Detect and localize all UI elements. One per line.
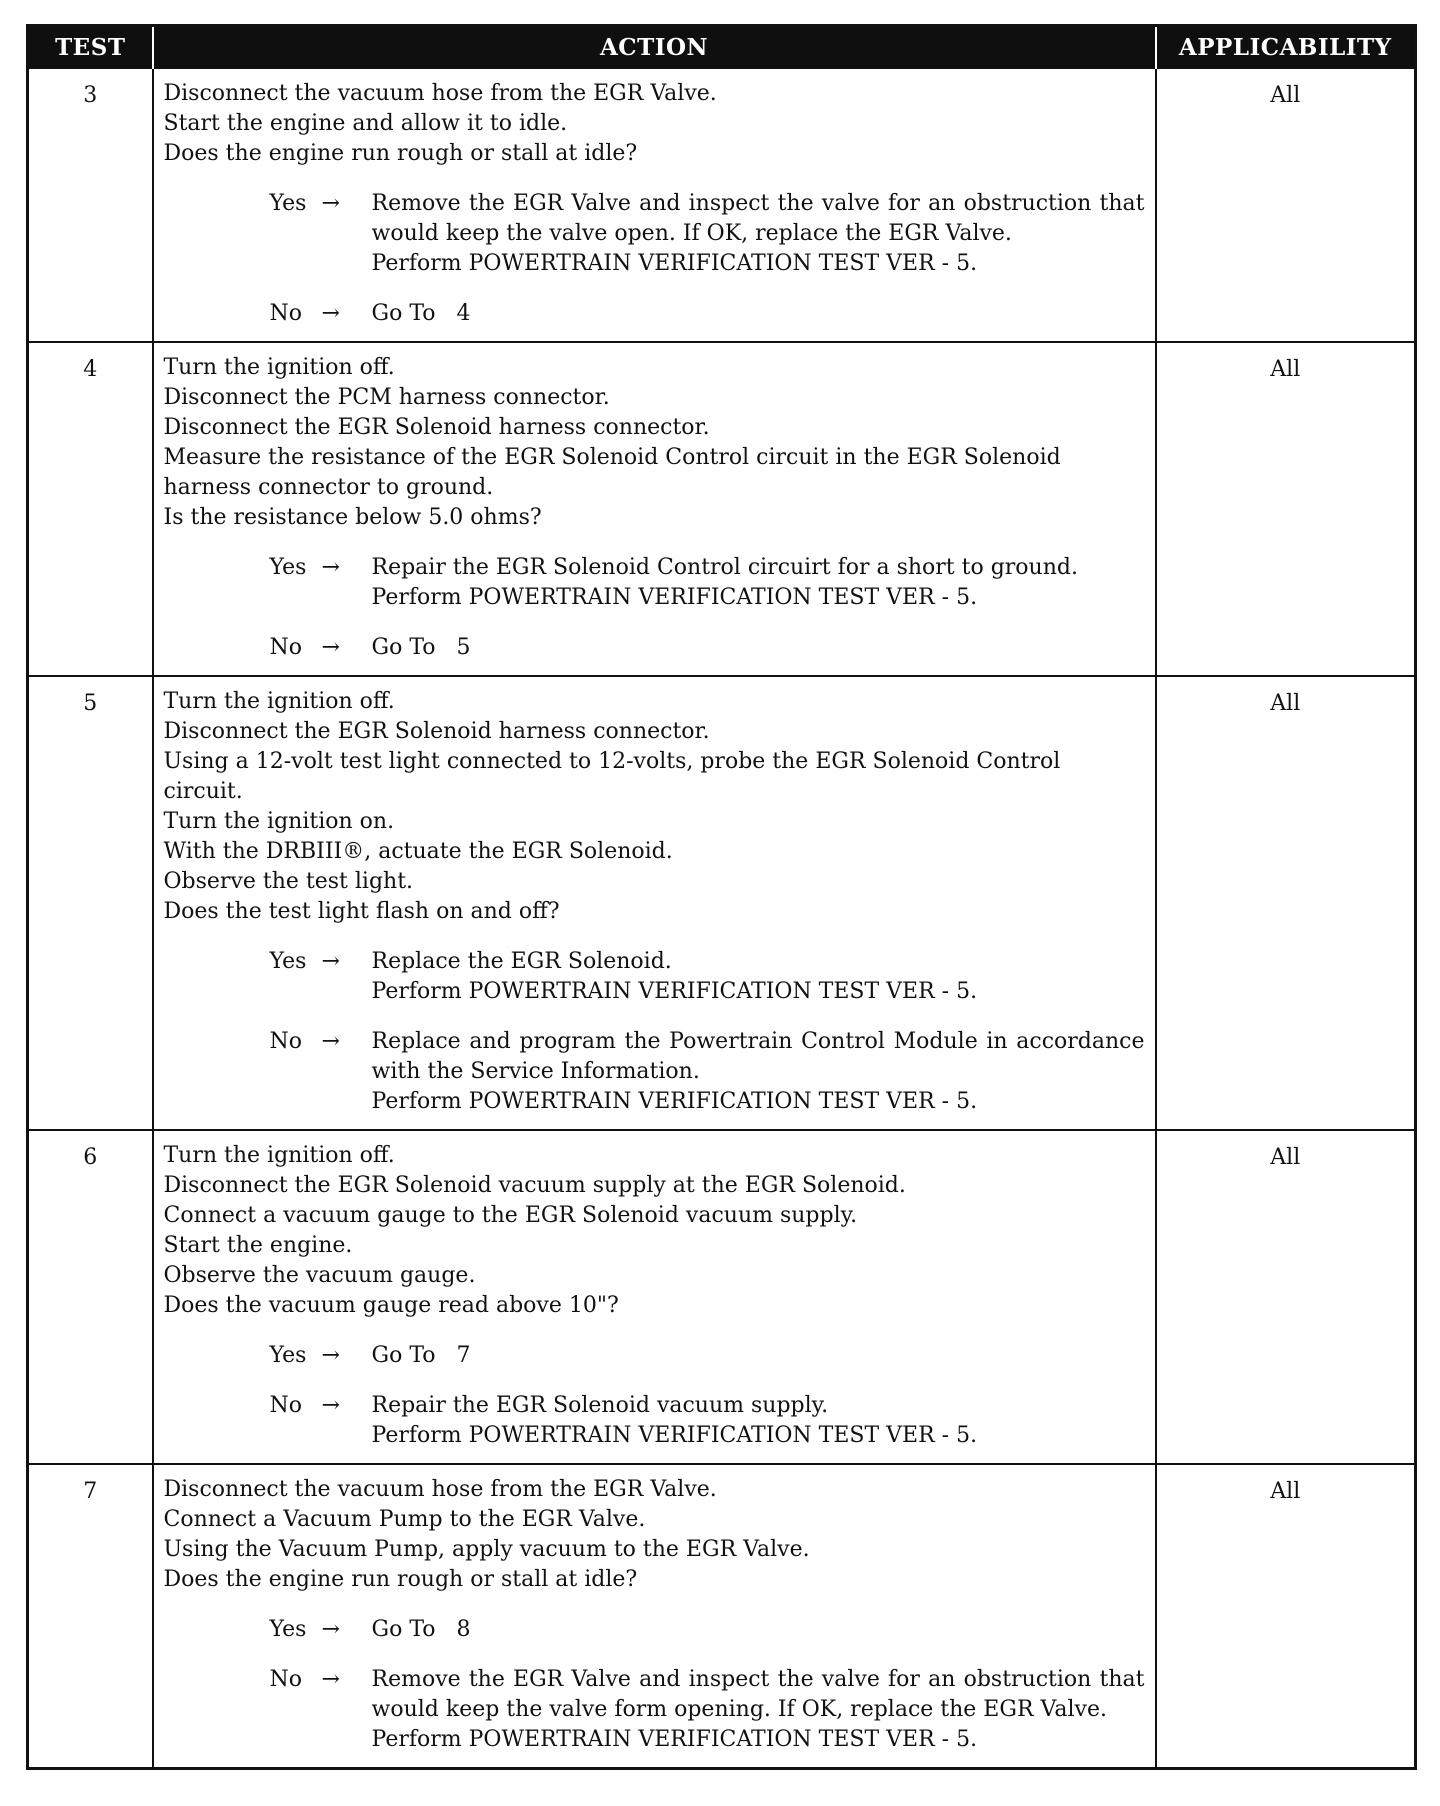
- outcome-text: [372, 299, 1145, 329]
- outcome-label: No: [269, 1393, 302, 1418]
- table-body: [28, 68, 1416, 1769]
- applicability-value: All: [1156, 1130, 1416, 1464]
- outcome-line: Perform POWERTRAIN VERIFICATION TEST VER - 5.: [371, 1727, 978, 1752]
- outcome-line: Perform POWERTRAIN VERIFICATION TEST VER - 5.: [371, 251, 978, 276]
- action-step: Disconnect the PCM harness connector.: [163, 385, 610, 410]
- action-cell: [153, 68, 1156, 342]
- outcome-line: Replace and program the Powertrain Control Module in accordance with the Service Information.: [371, 1029, 1152, 1084]
- table-row: [28, 68, 1416, 342]
- outcome-yes: [270, 553, 1145, 613]
- outcome-label: No: [269, 1029, 302, 1054]
- outcome-text: [372, 1615, 1145, 1645]
- right-arrow-icon: →: [321, 301, 340, 326]
- action-cell: [153, 1130, 1156, 1464]
- test-number: 3: [28, 68, 153, 342]
- outcome-label: No: [269, 635, 302, 660]
- right-arrow-icon: →: [321, 1343, 340, 1368]
- outcome-yes: [270, 1341, 1145, 1371]
- outcome-label: Yes: [269, 949, 307, 974]
- test-number: 6: [28, 1130, 153, 1464]
- action-step: Disconnect the vacuum hose from the EGR Valve.: [163, 81, 717, 106]
- right-arrow-icon: →: [321, 555, 340, 580]
- outcome-yes: [270, 1615, 1145, 1645]
- test-number: 5: [28, 676, 153, 1130]
- applicability-value: All: [1156, 676, 1416, 1130]
- outcome-line: Perform POWERTRAIN VERIFICATION TEST VER - 5.: [371, 585, 978, 610]
- action-step: Turn the ignition off.: [163, 689, 395, 714]
- action-step: Start the engine and allow it to idle.: [163, 111, 568, 136]
- applicability-value: All: [1156, 342, 1416, 676]
- action-step: Disconnect the EGR Solenoid harness connector.: [163, 719, 710, 744]
- outcome-line: Go To 4: [371, 301, 471, 326]
- right-arrow-icon: →: [321, 1029, 340, 1054]
- outcome-label: Yes: [269, 555, 307, 580]
- table-row: [28, 342, 1416, 676]
- table-header-row: [28, 26, 1416, 69]
- action-step: Does the engine run rough or stall at idle?: [163, 1567, 638, 1592]
- action-step: Turn the ignition on.: [163, 809, 395, 834]
- diagnostic-test-table: [26, 24, 1417, 1770]
- action-step: With the DRBIII®, actuate the EGR Solenoid.: [163, 839, 673, 864]
- action-cell: [153, 342, 1156, 676]
- column-header-test: TEST: [28, 26, 153, 69]
- outcome-text: [372, 633, 1145, 663]
- outcome-line: Repair the EGR Solenoid Control circuirt for a short to ground.: [371, 555, 1078, 580]
- outcome-text: [371, 1027, 1152, 1117]
- table-row: [28, 1464, 1416, 1769]
- action-step: Connect a Vacuum Pump to the EGR Valve.: [163, 1507, 646, 1532]
- applicability-value: All: [1156, 68, 1416, 342]
- outcome-line: Perform POWERTRAIN VERIFICATION TEST VER - 5.: [371, 979, 978, 1004]
- outcome-text: [372, 1341, 1145, 1371]
- outcome-no: [269, 1665, 1152, 1755]
- action-step: Connect a vacuum gauge to the EGR Solenoid vacuum supply.: [163, 1203, 858, 1228]
- outcome-line: Perform POWERTRAIN VERIFICATION TEST VER - 5.: [371, 1089, 978, 1114]
- test-number: 4: [28, 342, 153, 676]
- outcome-line: Replace the EGR Solenoid.: [371, 949, 672, 974]
- outcome-line: Repair the EGR Solenoid vacuum supply.: [371, 1393, 829, 1418]
- right-arrow-icon: →: [321, 1393, 340, 1418]
- outcome-text: [371, 1665, 1152, 1755]
- column-header-action: ACTION: [153, 26, 1156, 69]
- action-step: Does the test light flash on and off?: [163, 899, 560, 924]
- outcome-text: [372, 553, 1145, 613]
- outcome-label: Yes: [269, 191, 307, 216]
- action-step: Observe the test light.: [163, 869, 414, 894]
- outcome-line: Go To 7: [371, 1343, 471, 1368]
- outcome-line: Remove the EGR Valve and inspect the valve for an obstruction that would keep the valve open. If OK, replace the EGR Valve.: [371, 191, 1152, 246]
- outcome-no: [269, 1027, 1152, 1117]
- action-cell: [153, 1464, 1156, 1769]
- action-step: Is the resistance below 5.0 ohms?: [163, 505, 542, 530]
- outcome-line: Go To 8: [371, 1617, 471, 1642]
- action-step: Observe the vacuum gauge.: [163, 1263, 476, 1288]
- outcome-label: No: [269, 1667, 302, 1692]
- right-arrow-icon: →: [321, 949, 340, 974]
- column-header-applicability: APPLICABILITY: [1156, 26, 1416, 69]
- action-step: Using a 12-volt test light connected to 12-volts, probe the EGR Solenoid Control circuit.: [163, 749, 1061, 804]
- outcome-text: [372, 947, 1145, 1007]
- right-arrow-icon: →: [321, 1667, 340, 1692]
- outcome-text: [371, 189, 1152, 279]
- outcome-yes: [269, 189, 1152, 279]
- action-step: Turn the ignition off.: [163, 1143, 395, 1168]
- action-step: Disconnect the EGR Solenoid vacuum supply at the EGR Solenoid.: [163, 1173, 906, 1198]
- outcome-label: Yes: [269, 1617, 307, 1642]
- action-cell: [153, 676, 1156, 1130]
- outcome-line: Go To 5: [371, 635, 471, 660]
- outcome-text: [372, 1391, 1145, 1451]
- table-row: [28, 1130, 1416, 1464]
- action-step: Start the engine.: [163, 1233, 353, 1258]
- outcome-no: [270, 299, 1145, 329]
- action-step: Using the Vacuum Pump, apply vacuum to the EGR Valve.: [163, 1537, 810, 1562]
- outcome-line: Perform POWERTRAIN VERIFICATION TEST VER - 5.: [371, 1423, 978, 1448]
- right-arrow-icon: →: [321, 635, 340, 660]
- outcome-no: [270, 1391, 1145, 1451]
- outcome-no: [270, 633, 1145, 663]
- action-step: Does the engine run rough or stall at idle?: [163, 141, 638, 166]
- outcome-label: Yes: [269, 1343, 307, 1368]
- action-step: Does the vacuum gauge read above 10"?: [163, 1293, 619, 1318]
- action-step: Turn the ignition off.: [163, 355, 395, 380]
- outcome-line: Remove the EGR Valve and inspect the valve for an obstruction that would keep the valve form opening. If OK, replace the EGR Valve.: [371, 1667, 1152, 1722]
- test-number: 7: [28, 1464, 153, 1769]
- table-row: [28, 676, 1416, 1130]
- action-step: Measure the resistance of the EGR Solenoid Control circuit in the EGR Solenoid harness connector to ground.: [163, 445, 1061, 500]
- outcome-yes: [270, 947, 1145, 1007]
- action-step: Disconnect the EGR Solenoid harness connector.: [163, 415, 710, 440]
- right-arrow-icon: →: [321, 191, 340, 216]
- action-step: Disconnect the vacuum hose from the EGR Valve.: [163, 1477, 717, 1502]
- right-arrow-icon: →: [321, 1617, 340, 1642]
- outcome-label: No: [269, 301, 302, 326]
- applicability-value: All: [1156, 1464, 1416, 1769]
